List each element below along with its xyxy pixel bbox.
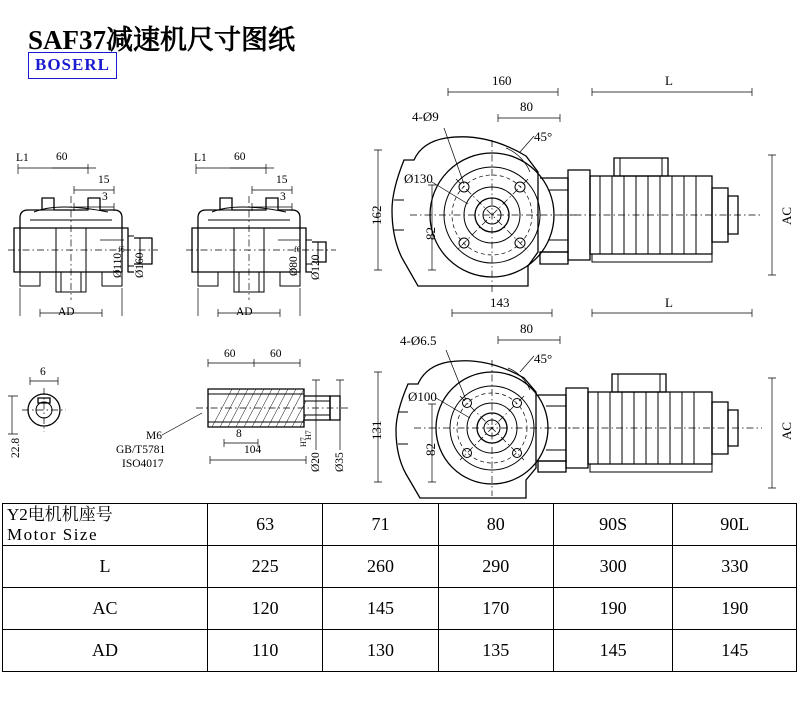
row-label-L: L [3, 546, 208, 588]
brand-logo: BOSERL [28, 52, 117, 79]
table-row [3, 630, 797, 672]
table-header-en: Motor Size [7, 524, 99, 544]
label-160: 160 [492, 73, 512, 88]
label-82-bot: 82 [423, 443, 438, 456]
label-45deg-top: 45° [534, 129, 553, 144]
cell-AC-63: 120 [208, 588, 323, 630]
label-dia80: Ø80 [288, 256, 300, 276]
label-60-shaft-b: 60 [270, 348, 282, 360]
label-dia20: Ø20 [310, 452, 322, 472]
cell-L-63: 225 [208, 546, 323, 588]
page-title: SAF37减速机尺寸图纸 [28, 25, 296, 55]
table-header-cn: Y2电机机座号 [7, 505, 113, 525]
label-dia110: Ø110 [112, 252, 124, 278]
label-45deg-bot: 45° [534, 351, 553, 366]
label-dia35: Ø35 [334, 452, 346, 472]
table-row [3, 546, 797, 588]
cell-AC-90L: 190 [673, 588, 797, 630]
cell-AD-90L: 145 [673, 630, 797, 672]
cell-AD-90S: 145 [553, 630, 672, 672]
label-AC-bot: AC [779, 421, 794, 440]
label-4-dia9: 4-Ø9 [412, 109, 439, 124]
label-dia100: Ø100 [408, 389, 437, 404]
cell-AD-80: 135 [438, 630, 553, 672]
table-col-1: 71 [323, 504, 438, 546]
label-L-bot: L [665, 295, 673, 310]
table-header-motor-size [3, 504, 208, 546]
label-dia160: Ø160 [134, 252, 146, 278]
label-h7: H7 [299, 437, 308, 447]
view-left-flange-160 [8, 164, 158, 317]
cell-L-90L: 330 [673, 546, 797, 588]
label-l1-mid: L1 [194, 152, 207, 164]
label-15-left: 15 [98, 174, 110, 186]
cell-AD-71: 130 [323, 630, 438, 672]
label-3-left: 3 [102, 191, 108, 203]
label-dia120: Ø120 [310, 254, 322, 280]
label-104-shaft: 104 [244, 444, 262, 456]
label-8-shaft: 8 [236, 428, 242, 440]
table-header-row [3, 504, 797, 546]
cell-L-80: 290 [438, 546, 553, 588]
label-82-top: 82 [423, 227, 438, 240]
label-60-mid: 60 [234, 151, 246, 163]
label-gb-standard: GB/T5781 [116, 444, 166, 456]
cell-AD-63: 110 [208, 630, 323, 672]
view-middle-flange-120 [186, 164, 336, 317]
label-143: 143 [490, 295, 510, 310]
label-ad-left: AD [58, 306, 75, 318]
cell-AC-90S: 190 [553, 588, 672, 630]
label-dia130: Ø130 [404, 171, 433, 186]
row-label-AD: AD [3, 630, 208, 672]
label-iso-standard: ISO4017 [122, 458, 164, 470]
view-shaft-end-section [8, 377, 66, 434]
label-162: 162 [369, 205, 384, 225]
label-m6: M6 [146, 430, 162, 442]
label-60-shaft-a: 60 [224, 348, 236, 360]
label-dia110-tolerance: f6 [118, 245, 125, 254]
label-80-bot: 80 [520, 321, 533, 336]
table-row [3, 588, 797, 630]
label-dia20-tolerance: H7 [304, 430, 313, 440]
label-ad-mid: AD [236, 306, 253, 318]
label-80-top: 80 [520, 99, 533, 114]
row-label-AC: AC [3, 588, 208, 630]
label-l1-left: L1 [16, 152, 29, 164]
table-col-0: 63 [208, 504, 323, 546]
cell-AC-71: 145 [323, 588, 438, 630]
cell-AC-80: 170 [438, 588, 553, 630]
label-dia80-tolerance: f6 [294, 245, 301, 254]
cell-L-71: 260 [323, 546, 438, 588]
label-6-key: 6 [40, 366, 46, 378]
label-4-dia6-5: 4-Ø6.5 [400, 333, 437, 348]
label-AC-top: AC [779, 206, 794, 225]
label-15-mid: 15 [276, 174, 288, 186]
table-col-2: 80 [438, 504, 553, 546]
label-131: 131 [369, 420, 384, 440]
label-22-8: 22.8 [10, 437, 22, 458]
spec-table [2, 503, 797, 672]
label-3-mid: 3 [280, 191, 286, 203]
table-col-3: 90S [553, 504, 672, 546]
table-col-4: 90L [673, 504, 797, 546]
label-L-top: L [665, 73, 673, 88]
cell-L-90S: 300 [553, 546, 672, 588]
label-60-left: 60 [56, 151, 68, 163]
